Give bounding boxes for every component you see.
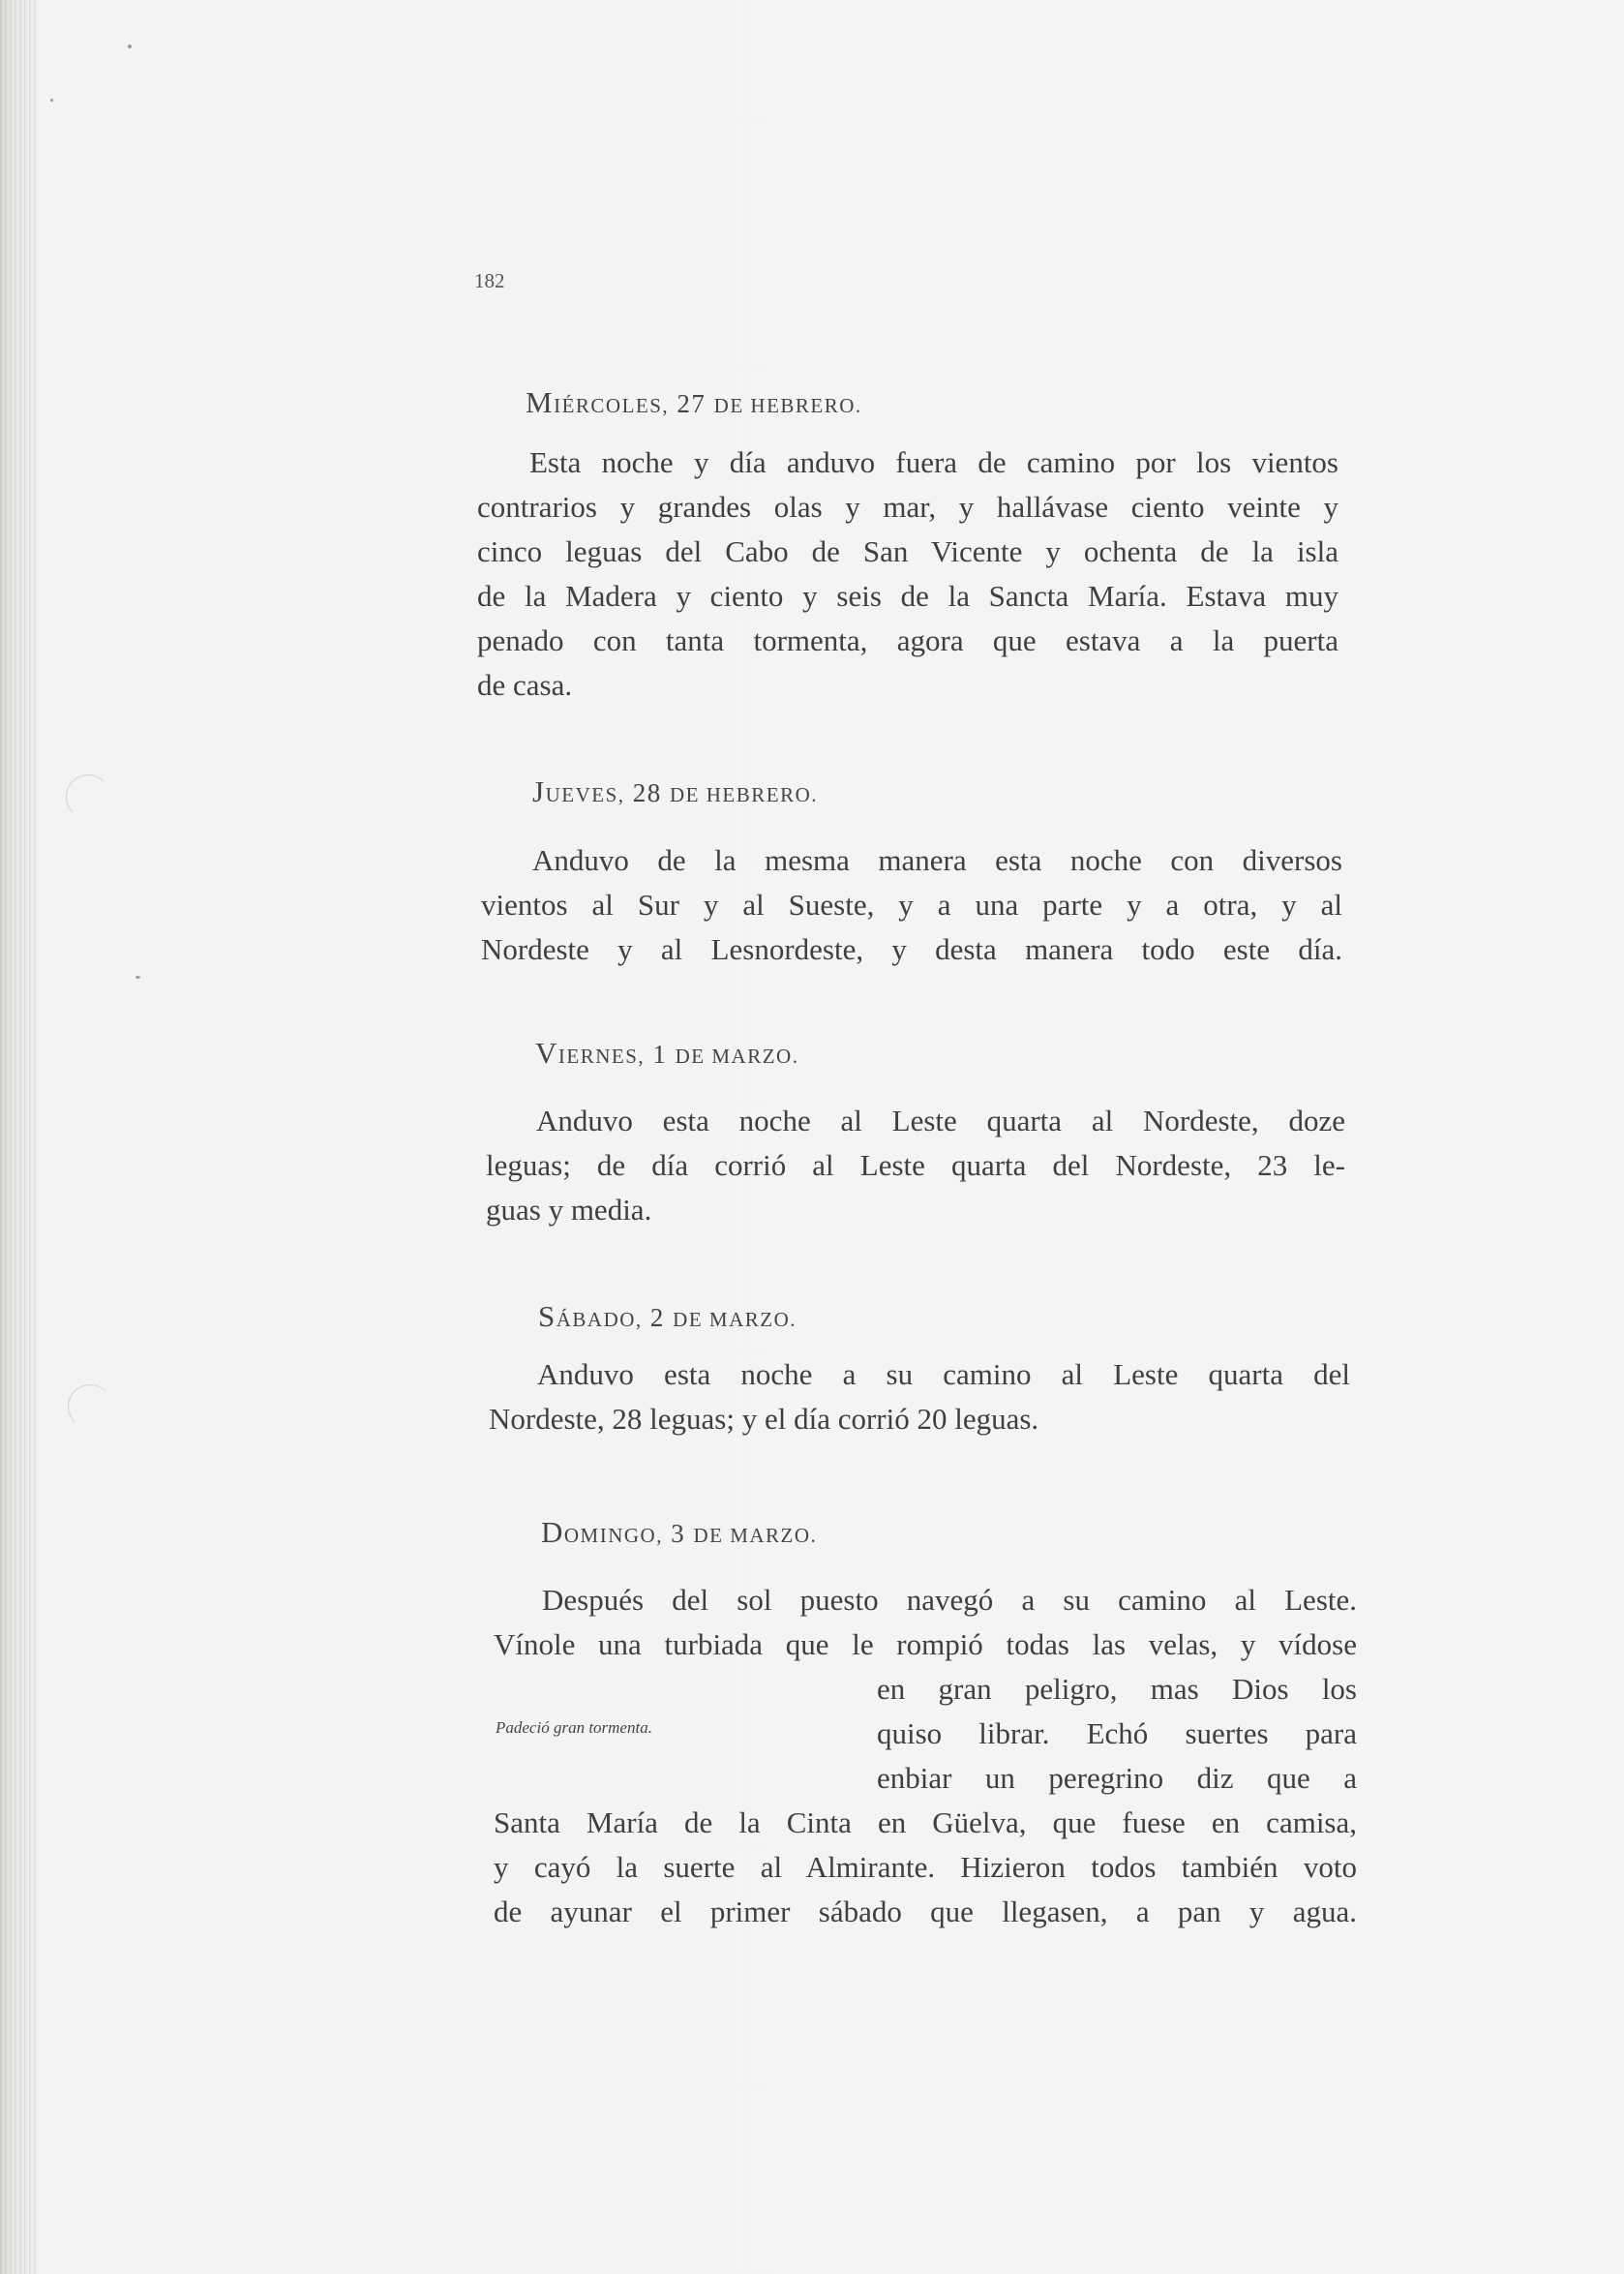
heading-month: DE MARZO. [693, 1524, 818, 1547]
heading-number: 27 [677, 389, 707, 418]
text-line: Anduvo esta noche al Leste quarta al Nordeste, doze [536, 1104, 1345, 1137]
page-number: 182 [474, 269, 505, 292]
text-line: enbiar un peregrino diz que a [877, 1761, 1357, 1795]
text-line: Esta noche y día anduvo fuera de camino por los vientos [529, 445, 1338, 479]
entry-text-viernes [486, 1099, 1345, 1232]
heading-initial: M [526, 385, 555, 419]
text-line: contrarios y grandes olas y mar, y hallávase ciento veinte y [477, 490, 1338, 524]
text-line: en gran peligro, mas Dios los [877, 1672, 1357, 1706]
text-line: penado con tanta tormenta, agora que estava a la puerta [477, 623, 1338, 657]
heading-initial: D [541, 1515, 564, 1549]
heading-day: IÉRCOLES, [554, 394, 670, 417]
entry-heading-jueves [532, 774, 818, 809]
heading-day: UEVES, [545, 783, 625, 806]
text-line: de la Madera y ciento y seis de la Sancta María. Estava muy [477, 579, 1338, 613]
text-line: Nordeste y al Lesnordeste, y desta manera todo este día. [481, 932, 1342, 966]
text-line: Nordeste, 28 leguas; y el día corrió 20 leguas. [489, 1402, 1039, 1436]
text-line: cinco leguas del Cabo de San Vicente y ochenta de la isla [477, 534, 1338, 568]
text-line: y cayó la suerte al Almirante. Hizieron todos también voto [494, 1850, 1357, 1884]
heading-initial: J [532, 774, 546, 808]
text-line: Anduvo de la mesma manera esta noche con diversos [532, 843, 1342, 877]
text-line: de ayunar el primer sábado que llegasen, a pan y agua. [494, 1895, 1357, 1928]
dust-speck [135, 976, 140, 979]
heading-initial: S [538, 1299, 556, 1333]
heading-number: 2 [649, 1303, 665, 1332]
entry-heading-sabado [538, 1299, 797, 1334]
text-line: Anduvo esta noche a su camino al Leste quarta del [537, 1357, 1350, 1391]
dust-speck [50, 99, 53, 102]
heading-number: 3 [671, 1519, 686, 1548]
text-line: Después del sol puesto navegó a su camino al Leste. [542, 1583, 1357, 1617]
heading-number: 28 [632, 778, 662, 807]
entry-text-jueves [481, 838, 1342, 972]
text-line: de casa. [477, 668, 573, 702]
heading-day: OMINGO, [563, 1524, 663, 1547]
margin-note: Padeció gran tormenta. [496, 1718, 652, 1737]
binding-shadow [0, 0, 39, 2274]
text-line: vientos al Sur y al Sueste, y a una parte y a otra, y al [481, 888, 1342, 922]
text-line: Santa María de la Cinta en Güelva, que fuese en camisa, [494, 1805, 1357, 1839]
heading-initial: V [535, 1036, 558, 1070]
heading-number: 1 [652, 1040, 668, 1069]
heading-month: DE HEBRERO. [713, 394, 862, 417]
dust-speck [128, 45, 132, 48]
punch-hole-mark [66, 774, 110, 819]
heading-month: DE MARZO. [673, 1308, 797, 1331]
text-line: quiso librar. Echó suertes para [877, 1716, 1357, 1750]
entry-heading-viernes [535, 1036, 798, 1071]
text-line: guas y media. [486, 1193, 652, 1227]
entry-heading-miercoles [526, 385, 862, 420]
heading-month: DE HEBRERO. [670, 783, 818, 806]
heading-month: DE MARZO. [675, 1045, 799, 1068]
entry-text-domingo [494, 1578, 1357, 1934]
heading-day: ÁBADO, [556, 1308, 643, 1331]
text-line: leguas; de día corrió al Leste quarta del Nordeste, 23 le- [486, 1148, 1345, 1182]
entry-heading-domingo [541, 1515, 817, 1550]
entry-text-miercoles [477, 440, 1338, 708]
punch-hole-mark [68, 1384, 112, 1429]
text-line: Vínole una turbiada que le rompió todas las velas, y vídose [494, 1627, 1357, 1661]
heading-day: IERNES, [557, 1045, 646, 1068]
entry-text-sabado [489, 1352, 1350, 1441]
